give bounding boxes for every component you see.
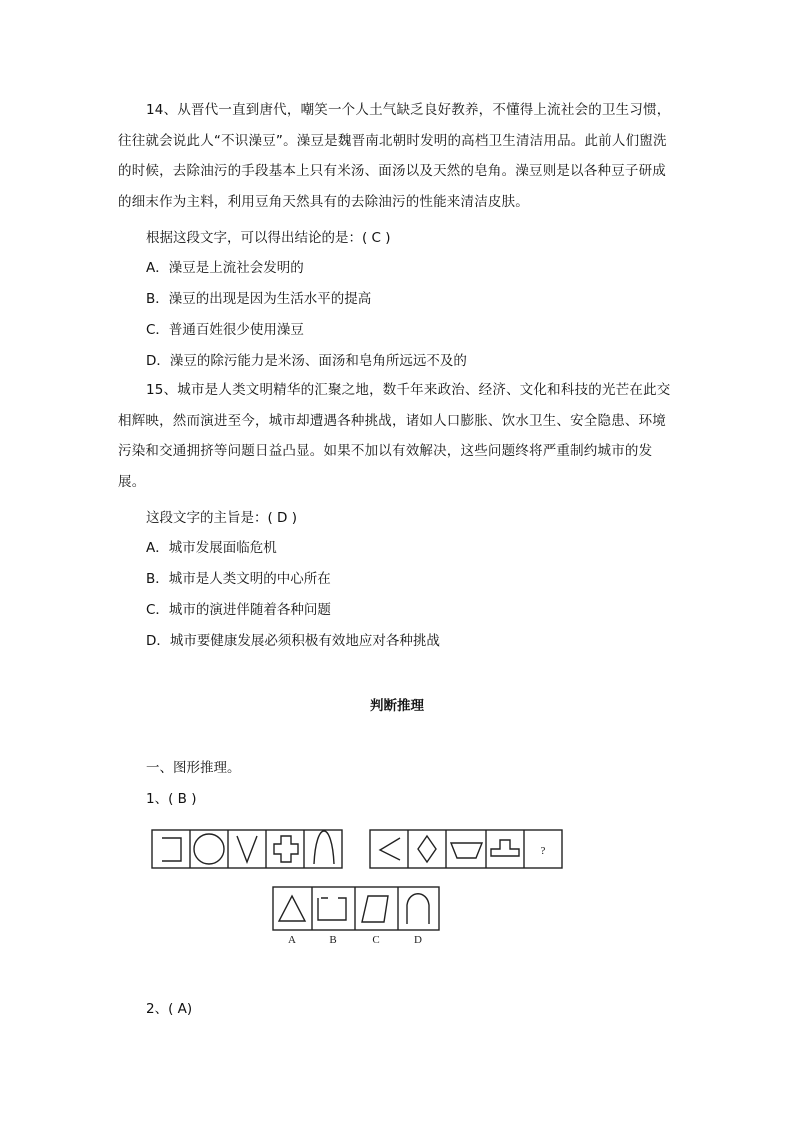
figure-trapezoid-shape bbox=[451, 843, 482, 858]
figure-diamond-shape bbox=[418, 836, 436, 862]
option-b-label: B bbox=[329, 934, 337, 946]
q14-option-c: C．普通百姓很少使用澡豆 bbox=[146, 322, 304, 338]
sequence-box-group-1 bbox=[152, 830, 342, 868]
figure-question-2-label: 2、( A) bbox=[146, 1001, 193, 1017]
question-mark: ? bbox=[540, 845, 546, 857]
figure-v-shape bbox=[237, 836, 257, 862]
q14-stem: 14、从晋代一直到唐代，嘲笑一个人土气缺乏良好教养，不懂得上流社会的卫生习惯，往往就会说此人“不识澡豆”。澡豆是魏晋南北朝时发明的高档卫生清洁用品。此前人们盥洗的时候，去除油污的手段基本上只有米汤、面汤以及天然的皂角。澡豆则是以各种豆子研成的细末作为主料，利用豆角天然具有的去除油污的性能来清洁皮肤。 bbox=[118, 102, 671, 211]
q14-question: 根据这段文字，可以得出结论的是：( C ) bbox=[146, 230, 391, 246]
sequence-frame-2 bbox=[370, 830, 562, 868]
q15-option-b: B．城市是人类文明的中心所在 bbox=[146, 571, 331, 587]
figure-bracket-shape bbox=[162, 838, 181, 861]
figure-circle-shape bbox=[194, 834, 224, 864]
section-title: 判断推理 bbox=[370, 698, 424, 714]
figure-angle-shape bbox=[380, 838, 400, 860]
q14-option-a: A．澡豆是上流社会发明的 bbox=[146, 260, 304, 276]
q15-option-a: A．城市发展面临危机 bbox=[146, 540, 277, 556]
option-c-parallelogram-shape bbox=[362, 896, 388, 922]
figure-question-1-label: 1、( B ) bbox=[146, 791, 197, 807]
option-a-triangle-shape bbox=[279, 896, 305, 921]
option-b-rect-shape bbox=[318, 898, 346, 920]
figure-tblock-shape bbox=[491, 840, 519, 856]
q15-stem: 15、城市是人类文明精华的汇聚之地，数千年来政治、经济、文化和科技的光芒在此交相辉映，然而演进至今，城市却遭遇各种挑战，诸如人口膨胀、饮水卫生、安全隐患、环境污染和交通拥挤等问题日益凸显。如果不加以有效解决，这些问题终将严重制约城市的发展。 bbox=[118, 382, 671, 491]
subsection-title: 一、图形推理。 bbox=[146, 760, 241, 776]
figure-arch-shape bbox=[314, 831, 334, 864]
option-c-label: C bbox=[372, 934, 380, 946]
q14-option-d: D．澡豆的除污能力是米汤、面汤和皂角所远远不及的 bbox=[146, 353, 467, 369]
q14-option-b: B．澡豆的出现是因为生活水平的提高 bbox=[146, 291, 372, 307]
q15-question: 这段文字的主旨是：( D ) bbox=[146, 510, 298, 526]
q15-option-c: C．城市的演进伴随着各种问题 bbox=[146, 602, 331, 618]
figure-cross-shape bbox=[274, 836, 298, 862]
option-a-label: A bbox=[288, 934, 296, 946]
option-d-label: D bbox=[414, 934, 422, 946]
sequence-box-group-2 bbox=[370, 830, 562, 868]
option-box-group bbox=[273, 887, 439, 930]
option-d-arch-shape bbox=[407, 894, 429, 924]
q15-option-d: D．城市要健康发展必须积极有效地应对各种挑战 bbox=[146, 633, 440, 649]
